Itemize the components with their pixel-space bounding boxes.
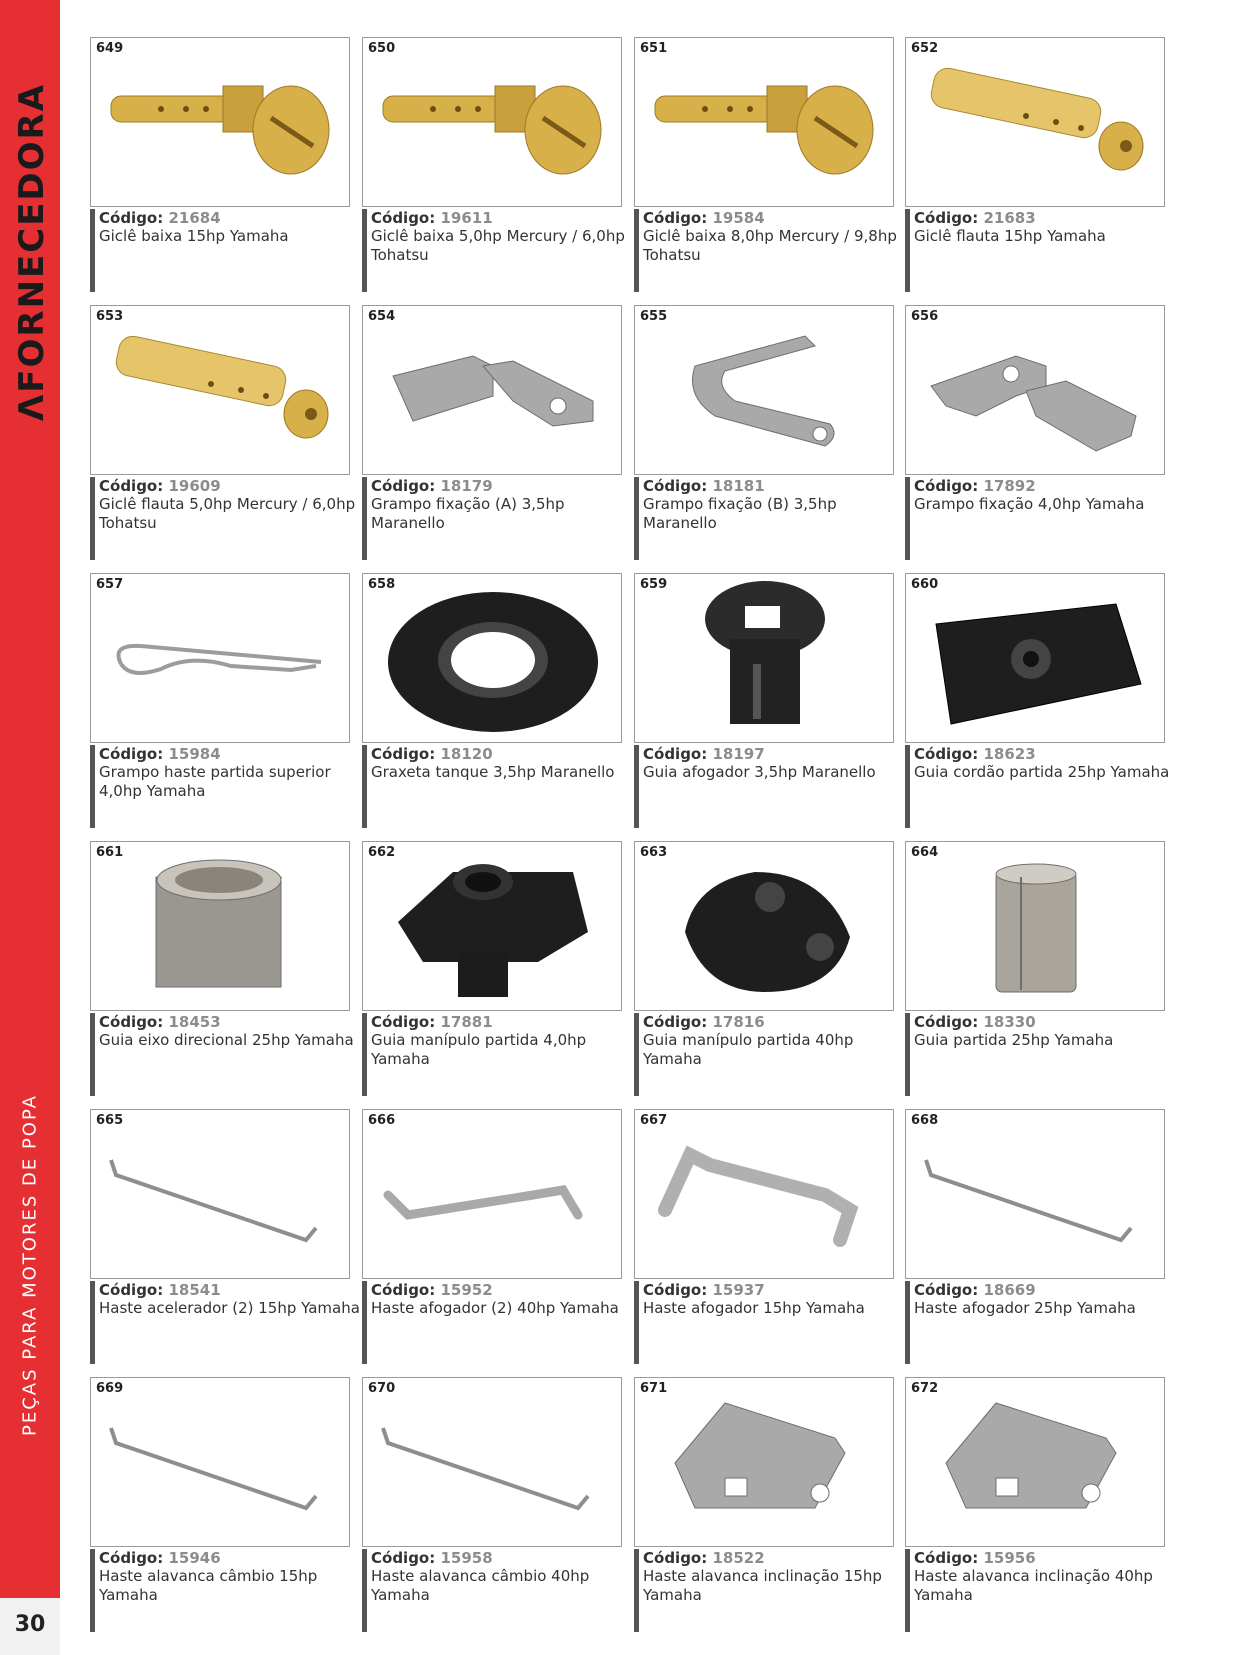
metal-lever-icon <box>906 1378 1164 1546</box>
product-info <box>634 1013 906 1096</box>
product-code-line <box>643 1549 765 1567</box>
product-image-frame <box>362 305 622 475</box>
product-code: 18120 <box>440 745 493 763</box>
product-code: 15956 <box>983 1549 1036 1567</box>
item-number: 662 <box>368 845 396 860</box>
product-card <box>90 1109 360 1364</box>
product-card <box>362 573 622 828</box>
product-code: 17892 <box>983 477 1036 495</box>
product-code-line <box>99 1281 221 1299</box>
code-label: Código: <box>643 477 708 495</box>
code-label: Código: <box>371 745 436 763</box>
product-image-frame <box>634 1377 894 1547</box>
page-number: 30 <box>14 1612 46 1637</box>
product-description: Guia cordão partida 25hp Yamaha <box>914 763 1170 781</box>
product-info <box>362 1549 634 1632</box>
product-info <box>362 745 634 828</box>
product-code: 18330 <box>983 1013 1036 1031</box>
product-code: 17881 <box>440 1013 493 1031</box>
product-card <box>90 305 356 560</box>
metal-bushing-icon <box>91 842 349 1010</box>
product-image-frame <box>362 37 622 207</box>
info-accent-bar <box>362 209 367 292</box>
item-number: 657 <box>96 577 124 592</box>
product-card <box>905 1377 1165 1632</box>
item-number: 671 <box>640 1381 668 1396</box>
product-description: Haste alavanca câmbio 15hp Yamaha <box>99 1567 318 1604</box>
item-number: 656 <box>911 309 939 324</box>
product-card <box>905 37 1165 292</box>
product-description: Haste afogador 15hp Yamaha <box>643 1299 865 1317</box>
brass-jet-icon <box>635 38 893 206</box>
product-code: 21684 <box>168 209 221 227</box>
plastic-handle-guide-icon <box>363 842 621 1010</box>
product-card <box>90 573 350 828</box>
product-image-frame <box>362 573 622 743</box>
info-accent-bar <box>362 477 367 560</box>
product-description: Haste acelerador (2) 15hp Yamaha <box>99 1299 360 1317</box>
metal-clamp-icon <box>363 306 621 474</box>
item-number: 659 <box>640 577 668 592</box>
product-code: 19609 <box>168 477 221 495</box>
product-code-line <box>914 745 1036 763</box>
item-number: 663 <box>640 845 668 860</box>
brass-tube-icon <box>906 38 1164 206</box>
product-code: 18197 <box>712 745 765 763</box>
product-code-line <box>914 209 1036 227</box>
product-description: Giclê baixa 5,0hp Mercury / 6,0hp Tohatsu <box>371 227 625 264</box>
product-info <box>362 1013 634 1096</box>
info-accent-bar <box>634 1549 639 1632</box>
item-number: 666 <box>368 1113 396 1128</box>
metal-lever-icon <box>635 1378 893 1546</box>
product-image-frame <box>90 1109 350 1279</box>
section-label: PEÇAS PARA MOTORES DE POPA <box>19 1094 41 1436</box>
product-card <box>634 1109 894 1364</box>
item-number: 650 <box>368 41 396 56</box>
info-accent-bar <box>90 1281 95 1364</box>
product-code: 19584 <box>712 209 765 227</box>
wire-rod-icon <box>91 1378 349 1546</box>
code-label: Código: <box>371 1549 436 1567</box>
product-card <box>634 573 894 828</box>
plastic-guide-icon <box>635 574 893 742</box>
product-code-line <box>914 1549 1036 1567</box>
product-info <box>905 1281 1177 1364</box>
product-description: Giclê flauta 5,0hp Mercury / 6,0hp Tohatsu <box>99 495 356 532</box>
product-code-line <box>371 1013 493 1031</box>
product-image-frame <box>90 1377 350 1547</box>
info-accent-bar <box>90 477 95 560</box>
product-code-line <box>643 1013 765 1031</box>
info-accent-bar <box>905 1549 910 1632</box>
product-card <box>362 841 622 1096</box>
product-card <box>634 37 897 292</box>
product-code: 15958 <box>440 1549 493 1567</box>
code-label: Código: <box>643 209 708 227</box>
info-accent-bar <box>905 477 910 560</box>
product-info <box>905 209 1177 292</box>
product-description: Haste afogador (2) 40hp Yamaha <box>371 1299 619 1317</box>
code-label: Código: <box>371 477 436 495</box>
info-accent-bar <box>90 1013 95 1096</box>
product-info <box>905 1549 1177 1632</box>
item-number: 660 <box>911 577 939 592</box>
product-description: Grampo fixação (A) 3,5hp Maranello <box>371 495 565 532</box>
item-number: 652 <box>911 41 939 56</box>
product-description: Guia manípulo partida 40hp Yamaha <box>643 1031 854 1068</box>
product-code: 15984 <box>168 745 221 763</box>
product-image-frame <box>90 573 350 743</box>
product-info <box>362 209 634 292</box>
product-code-line <box>371 1549 493 1567</box>
product-code: 18453 <box>168 1013 221 1031</box>
item-number: 653 <box>96 309 124 324</box>
info-accent-bar <box>905 1281 910 1364</box>
product-image-frame <box>362 1109 622 1279</box>
item-number: 658 <box>368 577 396 592</box>
metal-sleeve-icon <box>906 842 1164 1010</box>
brass-jet-icon <box>91 38 349 206</box>
item-number: 665 <box>96 1113 124 1128</box>
product-image-frame <box>634 37 894 207</box>
product-image-frame <box>905 1109 1165 1279</box>
product-code: 15952 <box>440 1281 493 1299</box>
code-label: Código: <box>643 745 708 763</box>
product-code: 17816 <box>712 1013 765 1031</box>
info-accent-bar <box>362 1281 367 1364</box>
product-code: 18623 <box>983 745 1036 763</box>
wire-rod-icon <box>906 1110 1164 1278</box>
item-number: 655 <box>640 309 668 324</box>
product-description: Haste alavanca inclinação 40hp Yamaha <box>914 1567 1153 1604</box>
product-image-frame <box>634 1109 894 1279</box>
info-accent-bar <box>634 477 639 560</box>
item-number: 651 <box>640 41 668 56</box>
product-info <box>90 1281 362 1364</box>
item-number: 667 <box>640 1113 668 1128</box>
item-number: 668 <box>911 1113 939 1128</box>
product-card <box>634 305 894 560</box>
product-description: Grampo fixação (B) 3,5hp Maranello <box>643 495 837 532</box>
product-description: Haste alavanca inclinação 15hp Yamaha <box>643 1567 882 1604</box>
product-description: Haste afogador 25hp Yamaha <box>914 1299 1136 1317</box>
code-label: Código: <box>99 1549 164 1567</box>
product-code-line <box>914 1281 1036 1299</box>
product-code-line <box>371 1281 493 1299</box>
product-description: Giclê flauta 15hp Yamaha <box>914 227 1106 245</box>
product-card <box>362 37 625 292</box>
info-accent-bar <box>905 745 910 828</box>
product-code: 18522 <box>712 1549 765 1567</box>
wire-rod-icon <box>91 1110 349 1278</box>
info-accent-bar <box>634 209 639 292</box>
code-label: Código: <box>914 209 979 227</box>
product-description: Grampo haste partida superior 4,0hp Yamaha <box>99 763 331 800</box>
info-accent-bar <box>362 1549 367 1632</box>
plastic-plate-icon <box>906 574 1164 742</box>
product-code-line <box>371 745 493 763</box>
product-description: Guia eixo direcional 25hp Yamaha <box>99 1031 354 1049</box>
code-label: Código: <box>914 477 979 495</box>
plastic-housing-icon <box>635 842 893 1010</box>
info-accent-bar <box>90 209 95 292</box>
product-code-line <box>643 745 765 763</box>
wire-rod-icon <box>363 1378 621 1546</box>
metal-clip-icon <box>635 306 893 474</box>
product-info <box>634 1549 906 1632</box>
product-image-frame <box>905 1377 1165 1547</box>
product-info <box>634 209 906 292</box>
code-label: Código: <box>99 209 164 227</box>
product-card <box>905 305 1165 560</box>
product-code-line <box>371 209 493 227</box>
product-card <box>362 1377 622 1632</box>
info-accent-bar <box>634 1281 639 1364</box>
product-card <box>90 1377 350 1632</box>
product-card <box>905 573 1170 828</box>
rubber-gasket-icon <box>363 574 621 742</box>
code-label: Código: <box>914 745 979 763</box>
product-info <box>90 1549 362 1632</box>
code-label: Código: <box>99 745 164 763</box>
product-description: Giclê baixa 15hp Yamaha <box>99 227 289 245</box>
item-number: 654 <box>368 309 396 324</box>
product-code-line <box>99 745 221 763</box>
product-description: Grampo fixação 4,0hp Yamaha <box>914 495 1145 513</box>
product-code: 18179 <box>440 477 493 495</box>
product-info <box>90 209 362 292</box>
info-accent-bar <box>362 1013 367 1096</box>
product-code: 15946 <box>168 1549 221 1567</box>
product-code-line <box>99 1549 221 1567</box>
product-card <box>905 1109 1165 1364</box>
info-accent-bar <box>362 745 367 828</box>
product-description: Guia partida 25hp Yamaha <box>914 1031 1114 1049</box>
code-label: Código: <box>643 1549 708 1567</box>
thick-bent-rod-icon <box>635 1110 893 1278</box>
code-label: Código: <box>99 1281 164 1299</box>
brass-tube-icon <box>91 306 349 474</box>
code-label: Código: <box>99 1013 164 1031</box>
product-code: 15937 <box>712 1281 765 1299</box>
brand-logo: ΛFORNECEDORA <box>12 82 52 422</box>
code-label: Código: <box>371 1013 436 1031</box>
product-code: 18669 <box>983 1281 1036 1299</box>
product-description: Giclê baixa 8,0hp Mercury / 9,8hp Tohatsu <box>643 227 897 264</box>
item-number: 661 <box>96 845 124 860</box>
product-image-frame <box>905 305 1165 475</box>
product-image-frame <box>634 841 894 1011</box>
item-number: 664 <box>911 845 939 860</box>
code-label: Código: <box>914 1281 979 1299</box>
product-code-line <box>914 477 1036 495</box>
item-number: 672 <box>911 1381 939 1396</box>
product-image-frame <box>90 37 350 207</box>
product-image-frame <box>362 841 622 1011</box>
product-info <box>634 1281 906 1364</box>
bent-rod-icon <box>363 1110 621 1278</box>
product-code: 19611 <box>440 209 493 227</box>
product-info <box>90 477 362 560</box>
hairpin-icon <box>91 574 349 742</box>
product-card <box>634 1377 894 1632</box>
product-image-frame <box>90 841 350 1011</box>
product-card <box>905 841 1165 1096</box>
product-info <box>90 1013 362 1096</box>
product-image-frame <box>362 1377 622 1547</box>
product-image-frame <box>634 573 894 743</box>
info-accent-bar <box>634 745 639 828</box>
product-info <box>634 745 906 828</box>
product-info <box>90 745 362 828</box>
item-number: 669 <box>96 1381 124 1396</box>
product-info <box>905 477 1177 560</box>
product-code-line <box>99 1013 221 1031</box>
product-image-frame <box>905 841 1165 1011</box>
product-code: 18181 <box>712 477 765 495</box>
product-code-line <box>371 477 493 495</box>
product-description: Guia manípulo partida 4,0hp Yamaha <box>371 1031 587 1068</box>
code-label: Código: <box>914 1549 979 1567</box>
product-info <box>905 745 1177 828</box>
product-image-frame <box>634 305 894 475</box>
product-info <box>362 1281 634 1364</box>
product-card <box>90 37 350 292</box>
product-description: Graxeta tanque 3,5hp Maranello <box>371 763 615 781</box>
product-code-line <box>643 1281 765 1299</box>
product-description: Haste alavanca câmbio 40hp Yamaha <box>371 1567 590 1604</box>
product-code-line <box>643 209 765 227</box>
product-info <box>362 477 634 560</box>
product-card <box>634 841 894 1096</box>
info-accent-bar <box>90 1549 95 1632</box>
product-code-line <box>99 477 221 495</box>
product-image-frame <box>90 305 350 475</box>
code-label: Código: <box>371 209 436 227</box>
product-code: 18541 <box>168 1281 221 1299</box>
product-image-frame <box>905 573 1165 743</box>
info-accent-bar <box>905 209 910 292</box>
product-code-line <box>914 1013 1036 1031</box>
product-info <box>634 477 906 560</box>
code-label: Código: <box>643 1013 708 1031</box>
code-label: Código: <box>99 477 164 495</box>
product-description: Guia afogador 3,5hp Maranello <box>643 763 876 781</box>
code-label: Código: <box>914 1013 979 1031</box>
metal-bracket-icon <box>906 306 1164 474</box>
product-info <box>905 1013 1177 1096</box>
info-accent-bar <box>634 1013 639 1096</box>
code-label: Código: <box>643 1281 708 1299</box>
brass-jet-icon <box>363 38 621 206</box>
product-code-line <box>643 477 765 495</box>
product-card <box>362 305 622 560</box>
product-card <box>90 841 354 1096</box>
item-number: 670 <box>368 1381 396 1396</box>
info-accent-bar <box>90 745 95 828</box>
product-code: 21683 <box>983 209 1036 227</box>
info-accent-bar <box>905 1013 910 1096</box>
item-number: 649 <box>96 41 124 56</box>
product-code-line <box>99 209 221 227</box>
product-image-frame <box>905 37 1165 207</box>
product-card <box>362 1109 622 1364</box>
code-label: Código: <box>371 1281 436 1299</box>
